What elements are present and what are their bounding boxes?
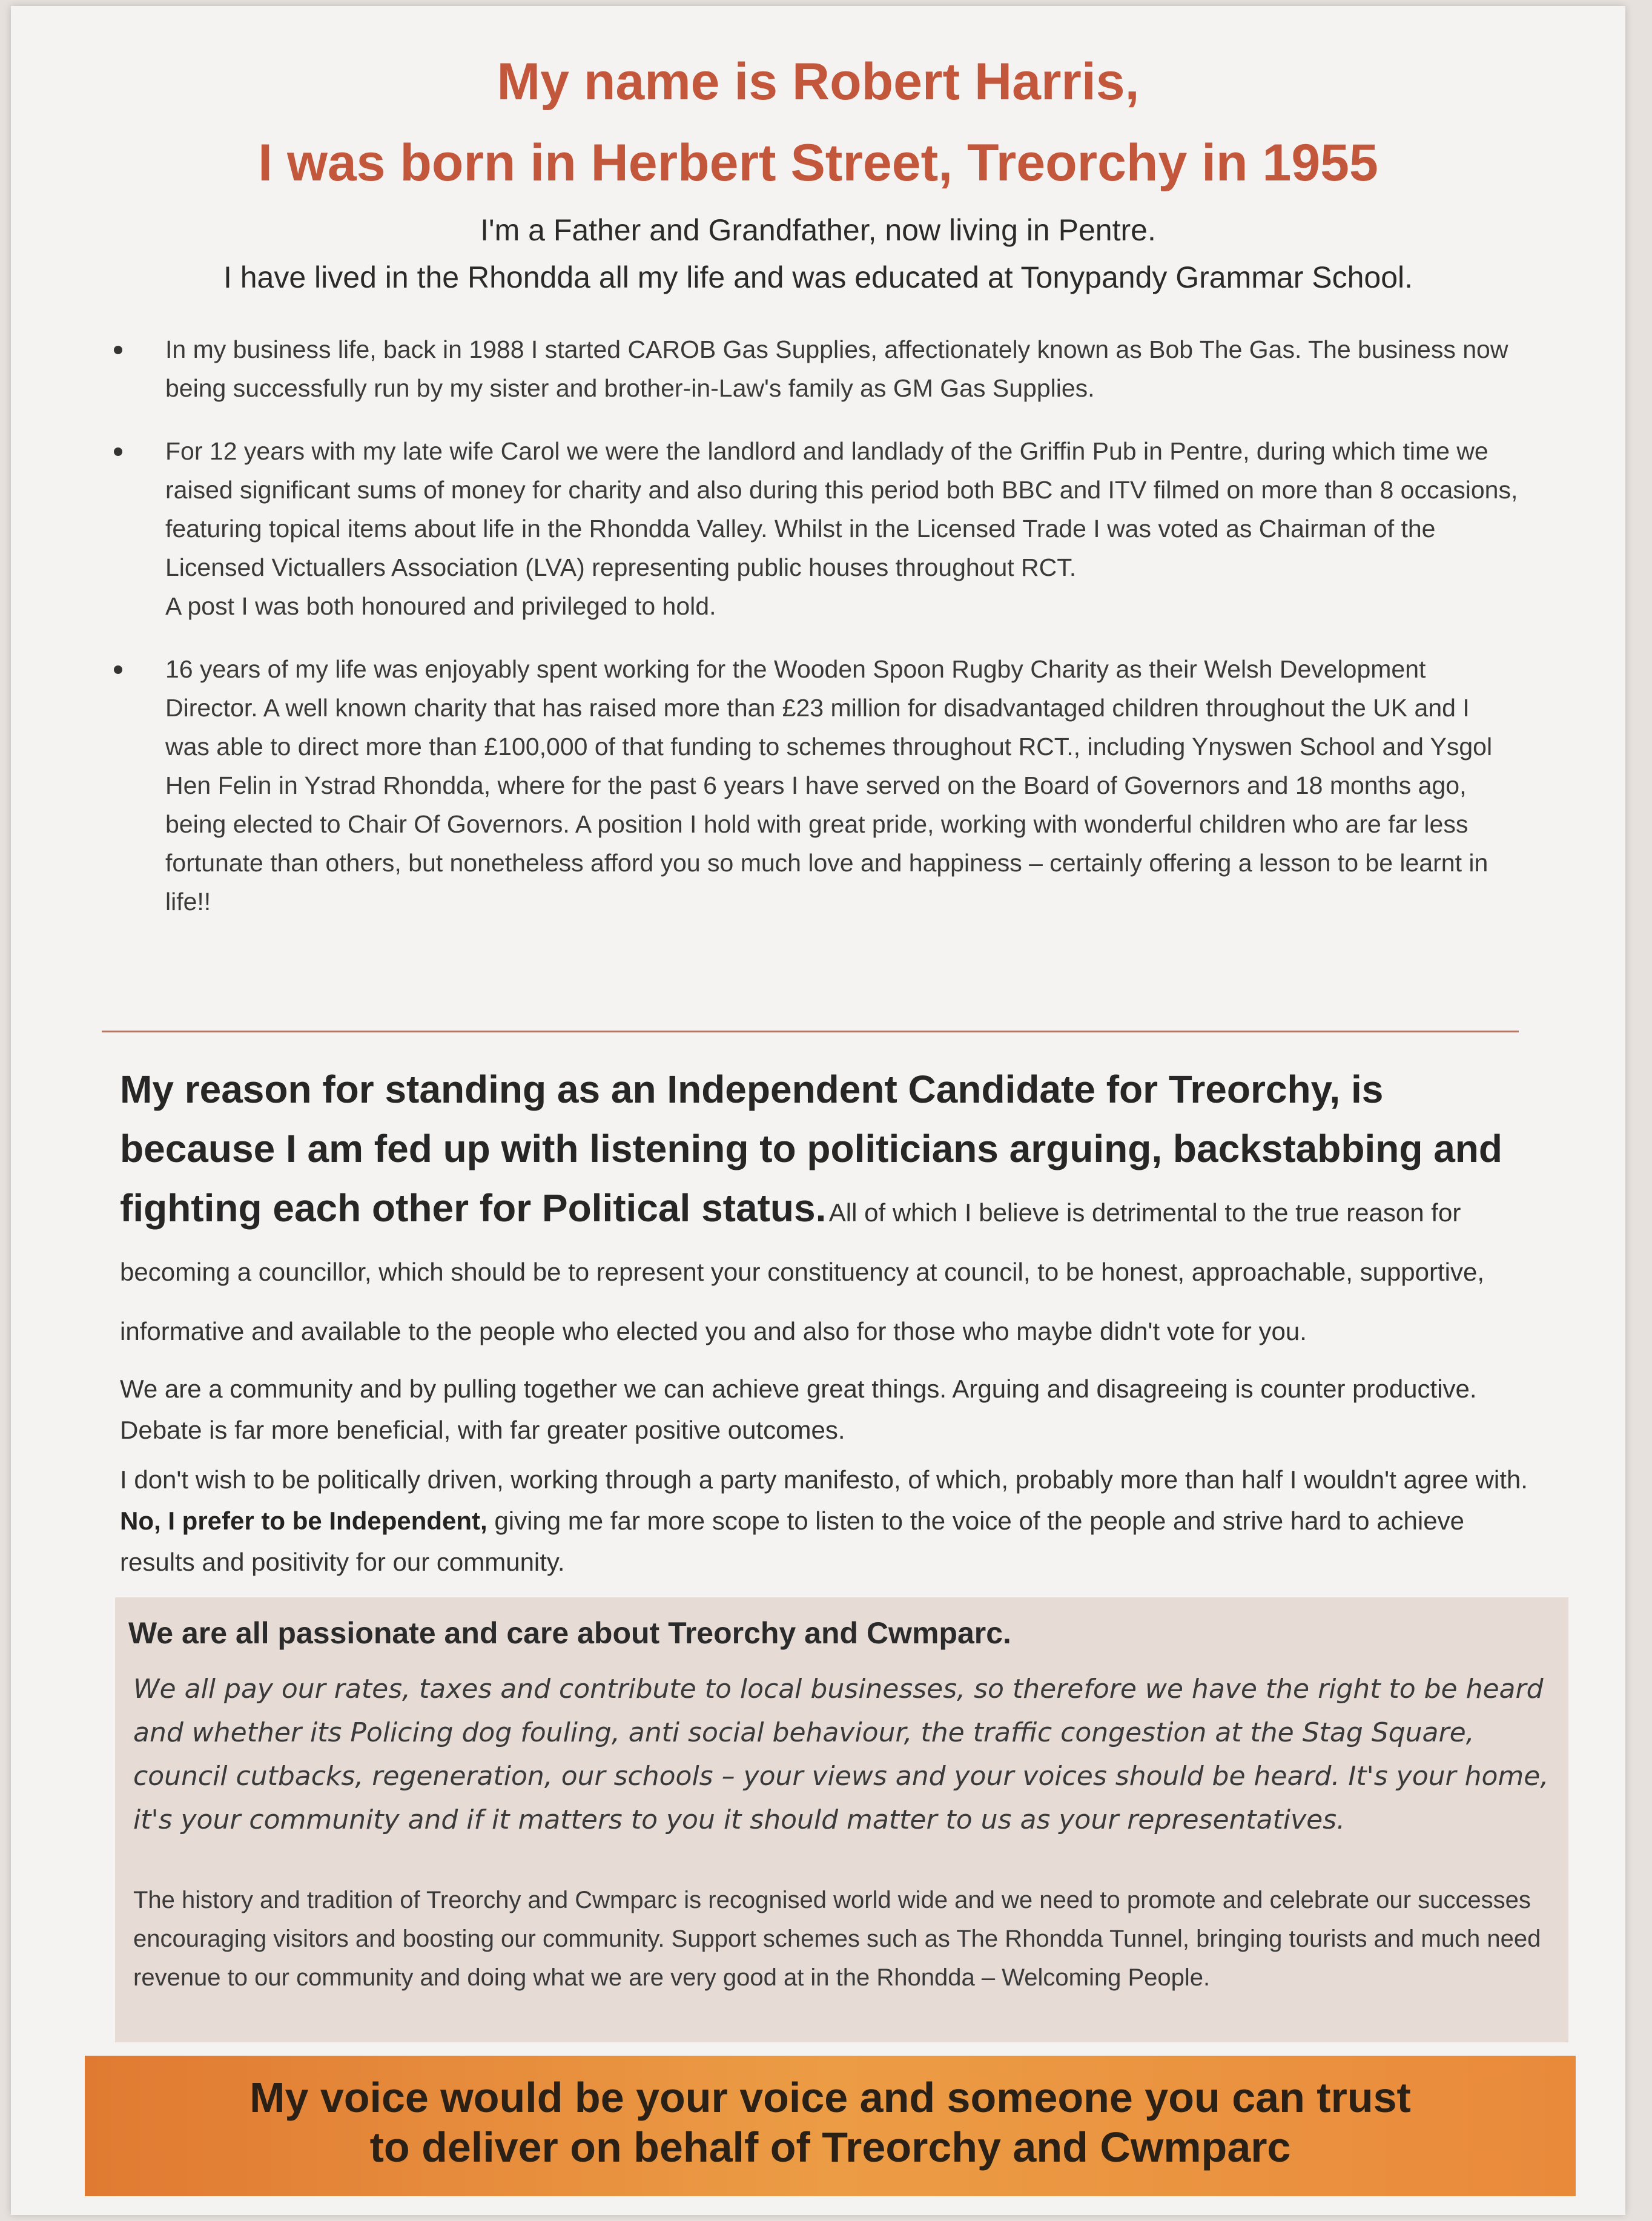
leaflet-page xyxy=(11,6,1625,2215)
independent-after: giving me far more scope to listen to the voice of the people and strive hard to achieve results and positivity for our community. xyxy=(120,1507,1464,1576)
intro-family-line: I'm a Father and Grandfather, now living in Pentre. xyxy=(480,213,1156,247)
footer-line-1: My voice would be your voice and someone you can trust xyxy=(249,2074,1411,2121)
intro-education-line: I have lived in the Rhondda all my life and was educated at Tonypandy Grammar School. xyxy=(223,260,1413,294)
bullet-icon xyxy=(114,346,122,354)
passion-box xyxy=(115,1597,1568,2042)
independent-bold: No, I prefer to be Independent, xyxy=(120,1507,487,1535)
passion-title: We are all passionate and care about Treorchy and Cwmparc. xyxy=(128,1616,1011,1650)
reason-lead: My reason for standing as an Independent Candidate for Treorchy, is because I am fed up with listening to politicians arguing, backstabbing and fighting each other for Political status. xyxy=(120,1068,1502,1230)
list-item xyxy=(114,330,1519,408)
reason-rest: All of which I believe is detrimental to the true reason for becoming a councillor, which should be to represent your constituency at council, to be honest, approachable, supportive, informative and available to the people who elected you and also for those who maybe didn't vote for you. xyxy=(120,1198,1485,1345)
reason-paragraph xyxy=(120,1060,1531,1361)
pub-bullet-closing: A post I was both honoured and privileged to hold. xyxy=(165,592,716,620)
section-divider xyxy=(102,1031,1519,1032)
biography-list xyxy=(114,330,1519,945)
candidate-name-heading: My name is Robert Harris, xyxy=(497,53,1140,111)
list-item xyxy=(114,432,1519,625)
pub-bullet-text: For 12 years with my late wife Carol we were the landlord and landlady of the Griffin Pub in Pentre, during which time we raised significant sums of money for charity and also during this period both BBC and ITV filmed on more than 8 occasions, featuring topical items about life in the Rhondda Valley. Whilst in the Licensed Trade I was voted as Chairman of the Licensed Victuallers Association (LVA) representing public houses throughout RCT. xyxy=(165,437,1518,581)
community-paragraph: We are a community and by pulling together we can achieve great things. Arguing and disagreeing is counter productive. Debate is far more beneficial, with far greater positive outcomes. xyxy=(120,1375,1477,1444)
passion-italic-text: We all pay our rates, taxes and contribute to local businesses, so therefore we have the right to be heard and whether its Policing dog fouling, anti social behaviour, the traffic congestion at the Stag Square, council cutbacks, regeneration, our schools – your views and your voices should be heard. It's your home, it's your community and if it matters to you it should matter to us as your representatives. xyxy=(133,1674,1549,1835)
footer-line-2: to deliver on behalf of Treorchy and Cwmparc xyxy=(369,2124,1291,2171)
footer-banner xyxy=(85,2056,1576,2196)
bullet-icon xyxy=(114,665,122,674)
business-bullet-text: In my business life, back in 1988 I started CAROB Gas Supplies, affectionately known as Bob The Gas. The business now being successfully run by my sister and brother-in-Law's family as GM Gas Supplies. xyxy=(165,335,1508,402)
passion-history-text: The history and tradition of Treorchy and Cwmparc is recognised world wide and we need to promote and celebrate our successes encouraging visitors and boosting our community. Support schemes such as The Rhondda Tunnel, bringing tourists and much need revenue to our community and doing what we are very good at in the Rhondda – Welcoming People. xyxy=(133,1887,1541,1991)
birthplace-heading: I was born in Herbert Street, Treorchy in 1955 xyxy=(258,134,1378,192)
bullet-icon xyxy=(114,447,122,456)
list-item xyxy=(114,650,1519,921)
charity-bullet-text: 16 years of my life was enjoyably spent working for the Wooden Spoon Rugby Charity as their Welsh Development Director. A well known charity that has raised more than £23 million for disadvantaged children throughout the UK and I was able to direct more than £100,000 of that funding to schemes throughout RCT., including Ynyswen School and Ysgol Hen Felin in Ystrad Rhondda, where for the past 6 years I have served on the Board of Governors and 18 months ago, being elected to Chair Of Governors. A position I hold with great pride, working with wonderful children who are far less fortunate than others, but nonetheless afford you so much love and happiness – certainly offering a lesson to be learnt in life!! xyxy=(165,655,1493,916)
independent-before: I don't wish to be politically driven, working through a party manifesto, of which, probably more than half I wouldn't agree with. xyxy=(120,1465,1528,1494)
independent-paragraph xyxy=(120,1459,1531,1583)
